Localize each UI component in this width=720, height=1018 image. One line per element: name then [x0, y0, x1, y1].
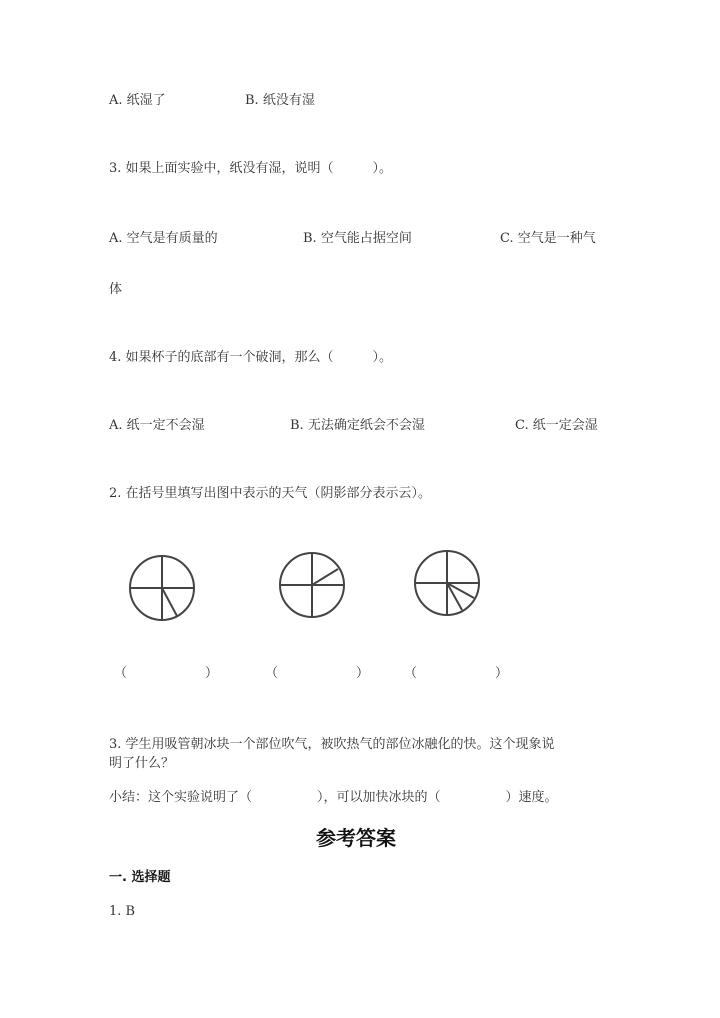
q3-option-c-cont: 体 [109, 282, 123, 297]
weather-circle-3 [415, 551, 479, 615]
ice-summary: 小结：这个实验说明了（ ），可以加快冰块的（ ）速度。 [109, 790, 558, 805]
option-a: A. 纸湿了 [109, 93, 166, 108]
section-heading: 一. 选择题 [109, 870, 171, 885]
option-b: B. 纸没有湿 [245, 93, 315, 108]
ice-question-line2: 明了什么？ [109, 756, 175, 771]
q3-option-a: A. 空气是有质量的 [109, 231, 218, 246]
q4-option-a: A. 纸一定不会湿 [109, 418, 205, 433]
question-4: 4. 如果杯子的底部有一个破洞，那么（ ）。 [109, 350, 393, 365]
answer-1: 1. B [109, 904, 136, 919]
weather-question: 2. 在括号里填写出图中表示的天气（阴影部分表示云）。 [109, 486, 432, 501]
answer-blank-1: （ ） [114, 666, 219, 681]
q3-option-b: B. 空气能占据空间 [303, 231, 412, 246]
question-3: 3. 如果上面实验中，纸没有湿，说明（ ）。 [109, 161, 393, 176]
weather-circle-2 [280, 553, 344, 617]
answer-blank-2: （ ） [265, 666, 370, 681]
weather-circle-1 [130, 556, 194, 620]
q4-option-c: C. 纸一定会湿 [515, 418, 598, 433]
q3-option-c: C. 空气是一种气 [500, 231, 596, 246]
answer-blank-3: （ ） [404, 666, 509, 681]
ice-question-line1: 3. 学生用吸管朝冰块一个部位吹气，被吹热气的部位冰融化的快。这个现象说 [109, 737, 555, 752]
q4-option-b: B. 无法确定纸会不会湿 [290, 418, 425, 433]
answers-title: 参考答案 [316, 826, 396, 850]
